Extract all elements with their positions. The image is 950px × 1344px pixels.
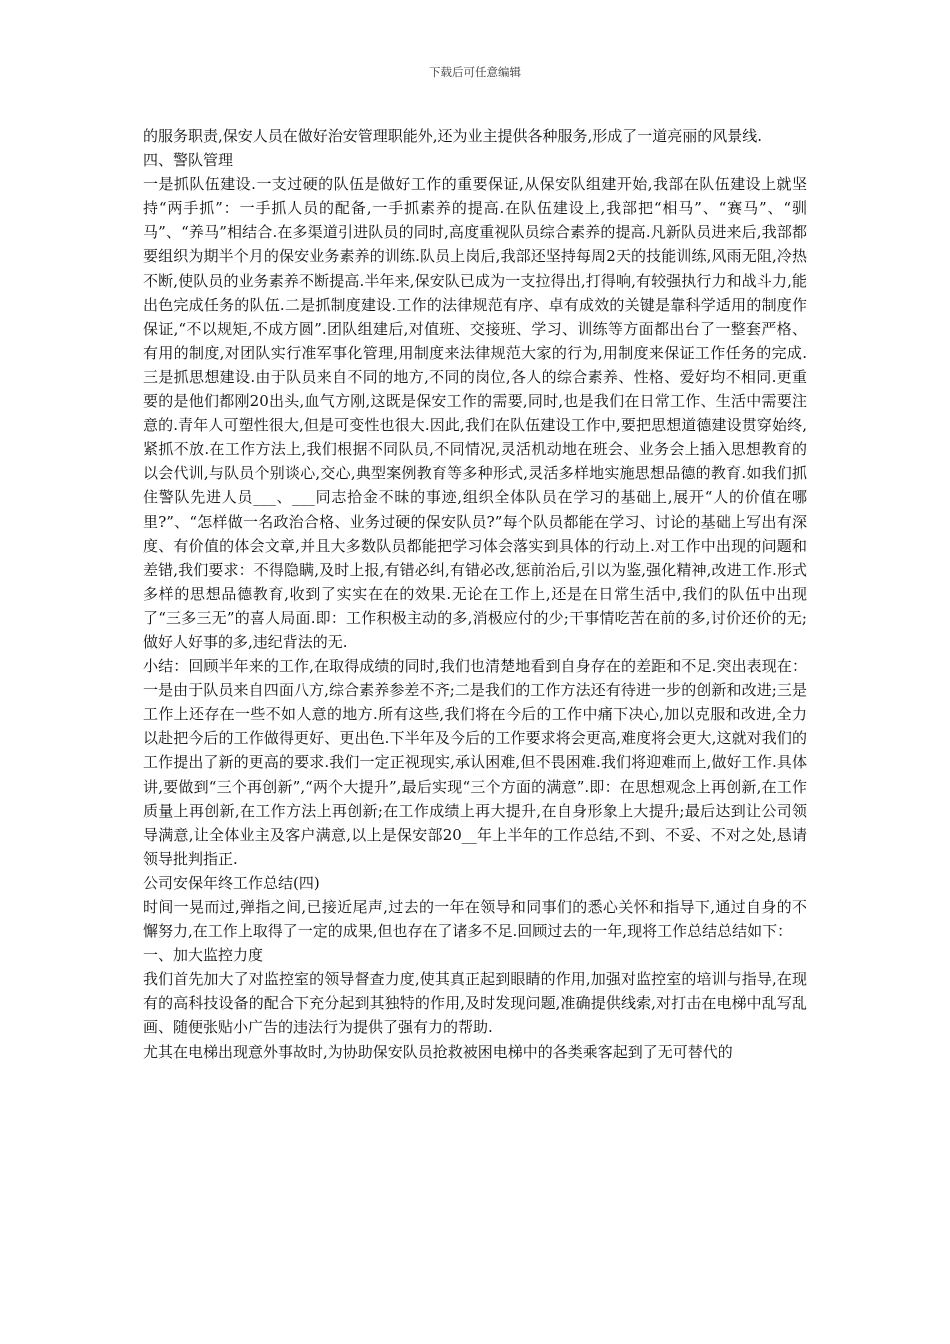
- heading-team-management: 四、警队管理: [143, 151, 234, 170]
- paragraph-elevator: 尤其在电梯出现意外事故时,为协助保安队员抢救被困电梯中的各类乘客起到了无可替代的: [143, 1042, 733, 1061]
- page-header: 下载后可任意编辑: [429, 65, 521, 79]
- paragraph-service-duty: 的服务职责,保安人员在做好治安管理职能外,还为业主提供各种服务,形成了一道亮丽的风景线.: [143, 127, 763, 145]
- heading-monitoring: 一、加大监控力度: [143, 946, 264, 965]
- heading-annual-summary: 公司安保年终工作总结(四): [143, 873, 320, 892]
- document-body: [143, 124, 807, 1064]
- paragraph-team-building: 一是抓队伍建设.一支过硬的队伍是做好工作的重要保证,从保安队组建开始,我部在队伍建设上就坚持“两手抓”：一手抓人员的配备,一手抓素养的提高.在队伍建设上,我部把“相马”、“赛马”、“驯马”、“养马”相结合.在多渠道引进队员的同时,高度重视队员综合素养的提高.凡新队员进来后,我部都要组织为期半个月的保安业务素养的训练.队员上岗后,我部还坚持每周2天的技能训练,风雨无阻,冷热不断,使队员的业务素养不断提高.半年来,保安队已成为一支拉得出,打得响,有较强执行力和战斗力,能出色完成任务的队伍.二是抓制度建设.工作的法律规范有序、卓有成效的关键是靠科学适用的制度作保证,“不以规矩,不成方圆”.团队组建后,对值班、交接班、学习、训练等方面都出台了一整套严格、有用的制度,对团队实行准军事化管理,用制度来法律规范大家的行为,用制度来保证工作任务的完成.三是抓思想建设.由于队员来自不同的地方,不同的岗位,各人的综合素养、性格、爱好均不相同.更重要的是他们都刚20出头,血气方刚,这既是保安工作的需要,同时,也是我们在日常工作、生活中需要注意的.青年人可塑性很大,但是可变性也很大.因此,我们在队伍建设工作中,要把思想道德建设贯穿始终,紧抓不放.在工作方法上,我们根据不同队员,不同情况,灵活机动地在班会、业务会上插入思想教育的以会代训,与队员个别谈心,交心,典型案例教育等多种形式,灵活多样地实施思想品德的教育.如我们抓住警队先进人员___、___同志拾金不昧的事迹,组织全体队员在学习的基础上,展开“人的价值在哪里?”、“怎样做一名政治合格、业务过硬的保安队员?”每个队员都能在学习、讨论的基础上写出有深度、有价值的体会文章,并且大多数队员都能把学习体会落实到具体的行动上.对工作中出现的问题和差错,我们要求：不得隐瞒,及时上报,有错必纠,有错必改,惩前治后,引以为鉴,强化精神,改进工作.形式多样的思想品德教育,收到了实实在在的效果.无论在工作上,还是在日常生活中,我们的队伍中出现了“三多三无”的喜人局面.即：工作积极主动的多,消极应付的少;干事情吃苦在前的多,讨价还价的无;做好人好事的多,违纪背法的无.: [143, 175, 807, 651]
- paragraph-summary: 小结：回顾半年来的工作,在取得成绩的同时,我们也清楚地看到自身存在的差距和不足.突出表现在：一是由于队员来自四面八方,综合素养参差不齐;二是我们的工作方法还有待进一步的创新和改进;三是工作上还存在一些不如人意的地方.所有这些,我们将在今后的工作中痛下决心,加以克服和改进,全力以赴把今后的工作做得更好、更出色.下半年及今后的工作要求将会更高,难度将会更大,这就对我们的工作提出了新的更高的要求.我们一定正视现实,承认困难,但不畏困难.我们将迎难而上,做好工作.具体讲,要做到“三个再创新”,“两个大提升”,最后实现“三个方面的满意”.即：在思想观念上再创新,在工作质量上再创新,在工作方法上再创新;在工作成绩上再大提升,在自身形象上大提升;最后达到让公司领导满意,让全体业主及客户满意,以上是保安部20__年上半年的工作总结,不到、不妥、不对之处,恳请领导批判指正.: [143, 657, 807, 868]
- paragraph-monitoring: 我们首先加大了对监控室的领导督查力度,使其真正起到眼睛的作用,加强对监控室的培训与指导,在现有的高科技设备的配合下充分起到其独特的作用,及时发现问题,准确提供线索,对打击在电梯中乱写乱画、随便张贴小广告的违法行为提供了强有力的帮助.: [143, 970, 807, 1037]
- paragraph-intro: 时间一晃而过,弹指之间,已接近尾声,过去的一年在领导和同事们的悉心关怀和指导下,通过自身的不懈努力,在工作上取得了一定的成果,但也存在了诸多不足.回顾过去的一年,现将工作总结总结如下：: [143, 898, 807, 941]
